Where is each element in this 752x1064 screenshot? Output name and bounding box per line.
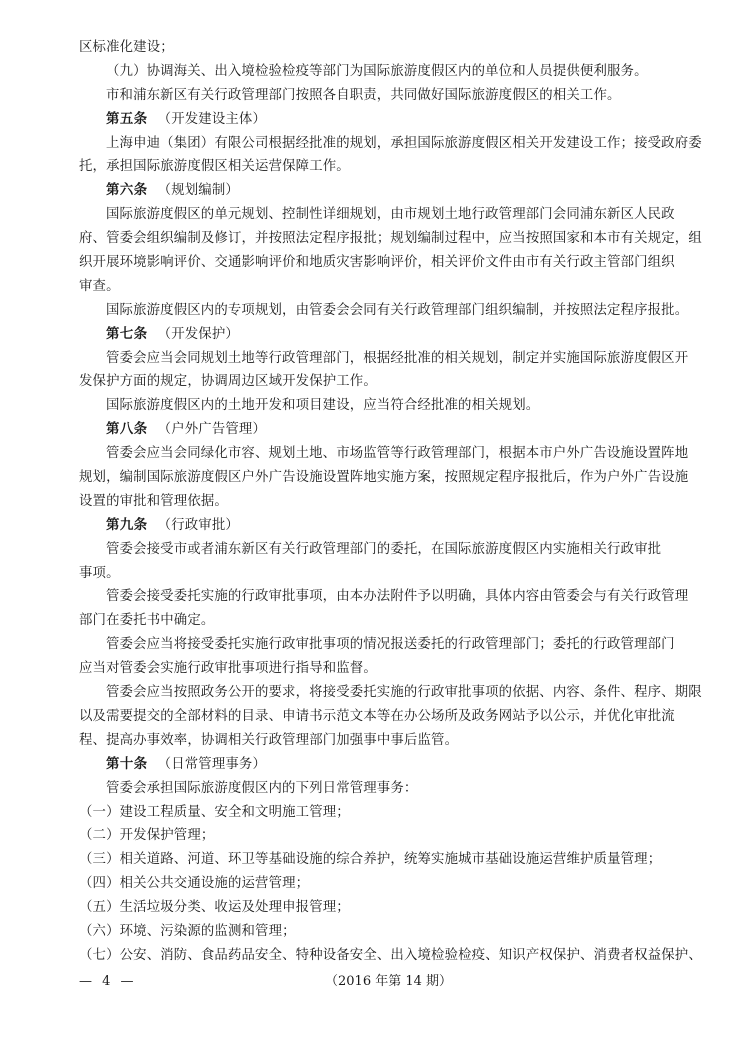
paragraph-line: 部门在委托书中确定。 (79, 613, 215, 629)
paragraph-line: （五）生活垃圾分类、收运及处理申报管理； (79, 900, 350, 916)
paragraph-line: （六）环境、污染源的监测和管理； (79, 923, 296, 939)
paragraph-first-line: 国际旅游度假区的单元规划、控制性详细规划，由市规划土地行政管理部门会同浦东新区人民政 (106, 207, 675, 223)
paragraph-line: （一）建设工程质量、安全和文明施工管理； (79, 804, 350, 820)
article-topic: （规划编制） (157, 183, 239, 199)
paragraph-line: 规划，编制国际旅游度假区户外广告设施设置阵地实施方案，按照规定程序报批后，作为户外广告设施 (79, 470, 689, 486)
paragraph-line: 审查。 (79, 278, 120, 294)
paragraph-line: 应当对管委会实施行政审批事项进行指导和监督。 (79, 661, 377, 677)
paragraph-line: 托，承担国际旅游度假区相关运营保障工作。 (79, 159, 350, 175)
paragraph-first-line: 管委会承担国际旅游度假区内的下列日常管理事务： (106, 780, 418, 796)
article-topic: （行政审批） (157, 517, 239, 533)
paragraph-line: （四）相关公共交通设施的运营管理； (79, 876, 310, 892)
article-heading (79, 179, 695, 203)
paragraph-first-line: 管委会接受市或者浦东新区有关行政管理部门的委托，在国际旅游度假区内实施相关行政审批 (106, 541, 662, 557)
page-number: — 4 — (79, 974, 137, 989)
article-number: 第六条 (106, 183, 148, 199)
paragraph-first-line: 管委会应当会同规划土地等行政管理部门，根据经批准的相关规划，制定并实施国际旅游度假区开 (106, 350, 689, 366)
article-number: 第五条 (106, 111, 148, 127)
paragraph-line: （二）开发保护管理； (79, 828, 215, 844)
paragraph-line: 程、提高办事效率，协调相关行政管理部门加强事中事后监管。 (79, 732, 459, 748)
paragraph-first-line: 管委会应当按照政务公开的要求，将接受委托实施的行政审批事项的依据、内容、条件、程序、期限 (106, 685, 702, 701)
article-number: 第十条 (106, 756, 148, 772)
paragraph-line: 事项。 (79, 565, 120, 581)
paragraph-line: 府、管委会组织编制及修订，并按照法定程序报批；规划编制过程中，应当按照国家和本市有关规定，组 (79, 231, 702, 247)
article-heading (79, 753, 695, 777)
issue-label: （2016 年第 14 期） (325, 974, 453, 989)
article-heading (79, 418, 695, 442)
paragraph-first-line: 国际旅游度假区内的土地开发和项目建设，应当符合经批准的相关规划。 (106, 398, 540, 414)
paragraph-line: 以及需要提交的全部材料的目录、申请书示范文本等在办公场所及政务网站予以公示，并优化审批流 (79, 708, 675, 724)
paragraph-first-line: （九）协调海关、出入境检验检疫等部门为国际旅游度假区内的单位和人员提供便利服务。 (106, 63, 648, 79)
paragraph-line: （七）公安、消防、食品药品安全、特种设备安全、出入境检验检疫、知识产权保护、消费者权益保护、 (79, 947, 702, 963)
article-topic: （开发保护） (157, 326, 239, 342)
paragraph-line: 织开展环境影响评价、交通影响评价和地质灾害影响评价，相关评价文件由市有关行政主管部门组织 (79, 255, 675, 271)
document-body (79, 36, 702, 968)
article-topic: （日常管理事务） (157, 756, 266, 772)
article-heading (79, 108, 695, 132)
article-number: 第七条 (106, 326, 148, 342)
article-topic: （户外广告管理） (157, 422, 266, 438)
article-topic: （开发建设主体） (157, 111, 266, 127)
paragraph-line: 区标准化建设； (79, 40, 174, 55)
paragraph-first-line: 市和浦东新区有关行政管理部门按照各自职责，共同做好国际旅游度假区的相关工作。 (106, 87, 621, 103)
paragraph-first-line: 管委会接受委托实施的行政审批事项，由本办法附件予以明确，具体内容由管委会与有关行政管理 (106, 589, 689, 605)
article-number: 第八条 (106, 422, 148, 438)
paragraph-line: 设置的审批和管理依据。 (79, 493, 228, 509)
article-heading (79, 514, 695, 538)
paragraph-line: （三）相关道路、河道、环卫等基础设施的综合养护，统筹实施城市基础设施运营维护质量管理； (79, 852, 662, 868)
paragraph-first-line: 国际旅游度假区内的专项规划，由管委会会同有关行政管理部门组织编制，并按照法定程序报批。 (106, 302, 689, 318)
paragraph-first-line: 管委会应当会同绿化市容、规划土地、市场监管等行政管理部门，根据本市户外广告设施设置阵地 (106, 446, 689, 462)
article-number: 第九条 (106, 517, 148, 533)
article-heading (79, 323, 695, 347)
paragraph-line: 发保护方面的规定，协调周边区域开发保护工作。 (79, 374, 377, 390)
paragraph-first-line: 上海申迪（集团）有限公司根据经批准的规划，承担国际旅游度假区相关开发建设工作；接受政府委 (106, 135, 702, 151)
paragraph-first-line: 管委会应当将接受委托实施行政审批事项的情况报送委托的行政管理部门；委托的行政管理部门 (106, 637, 675, 653)
